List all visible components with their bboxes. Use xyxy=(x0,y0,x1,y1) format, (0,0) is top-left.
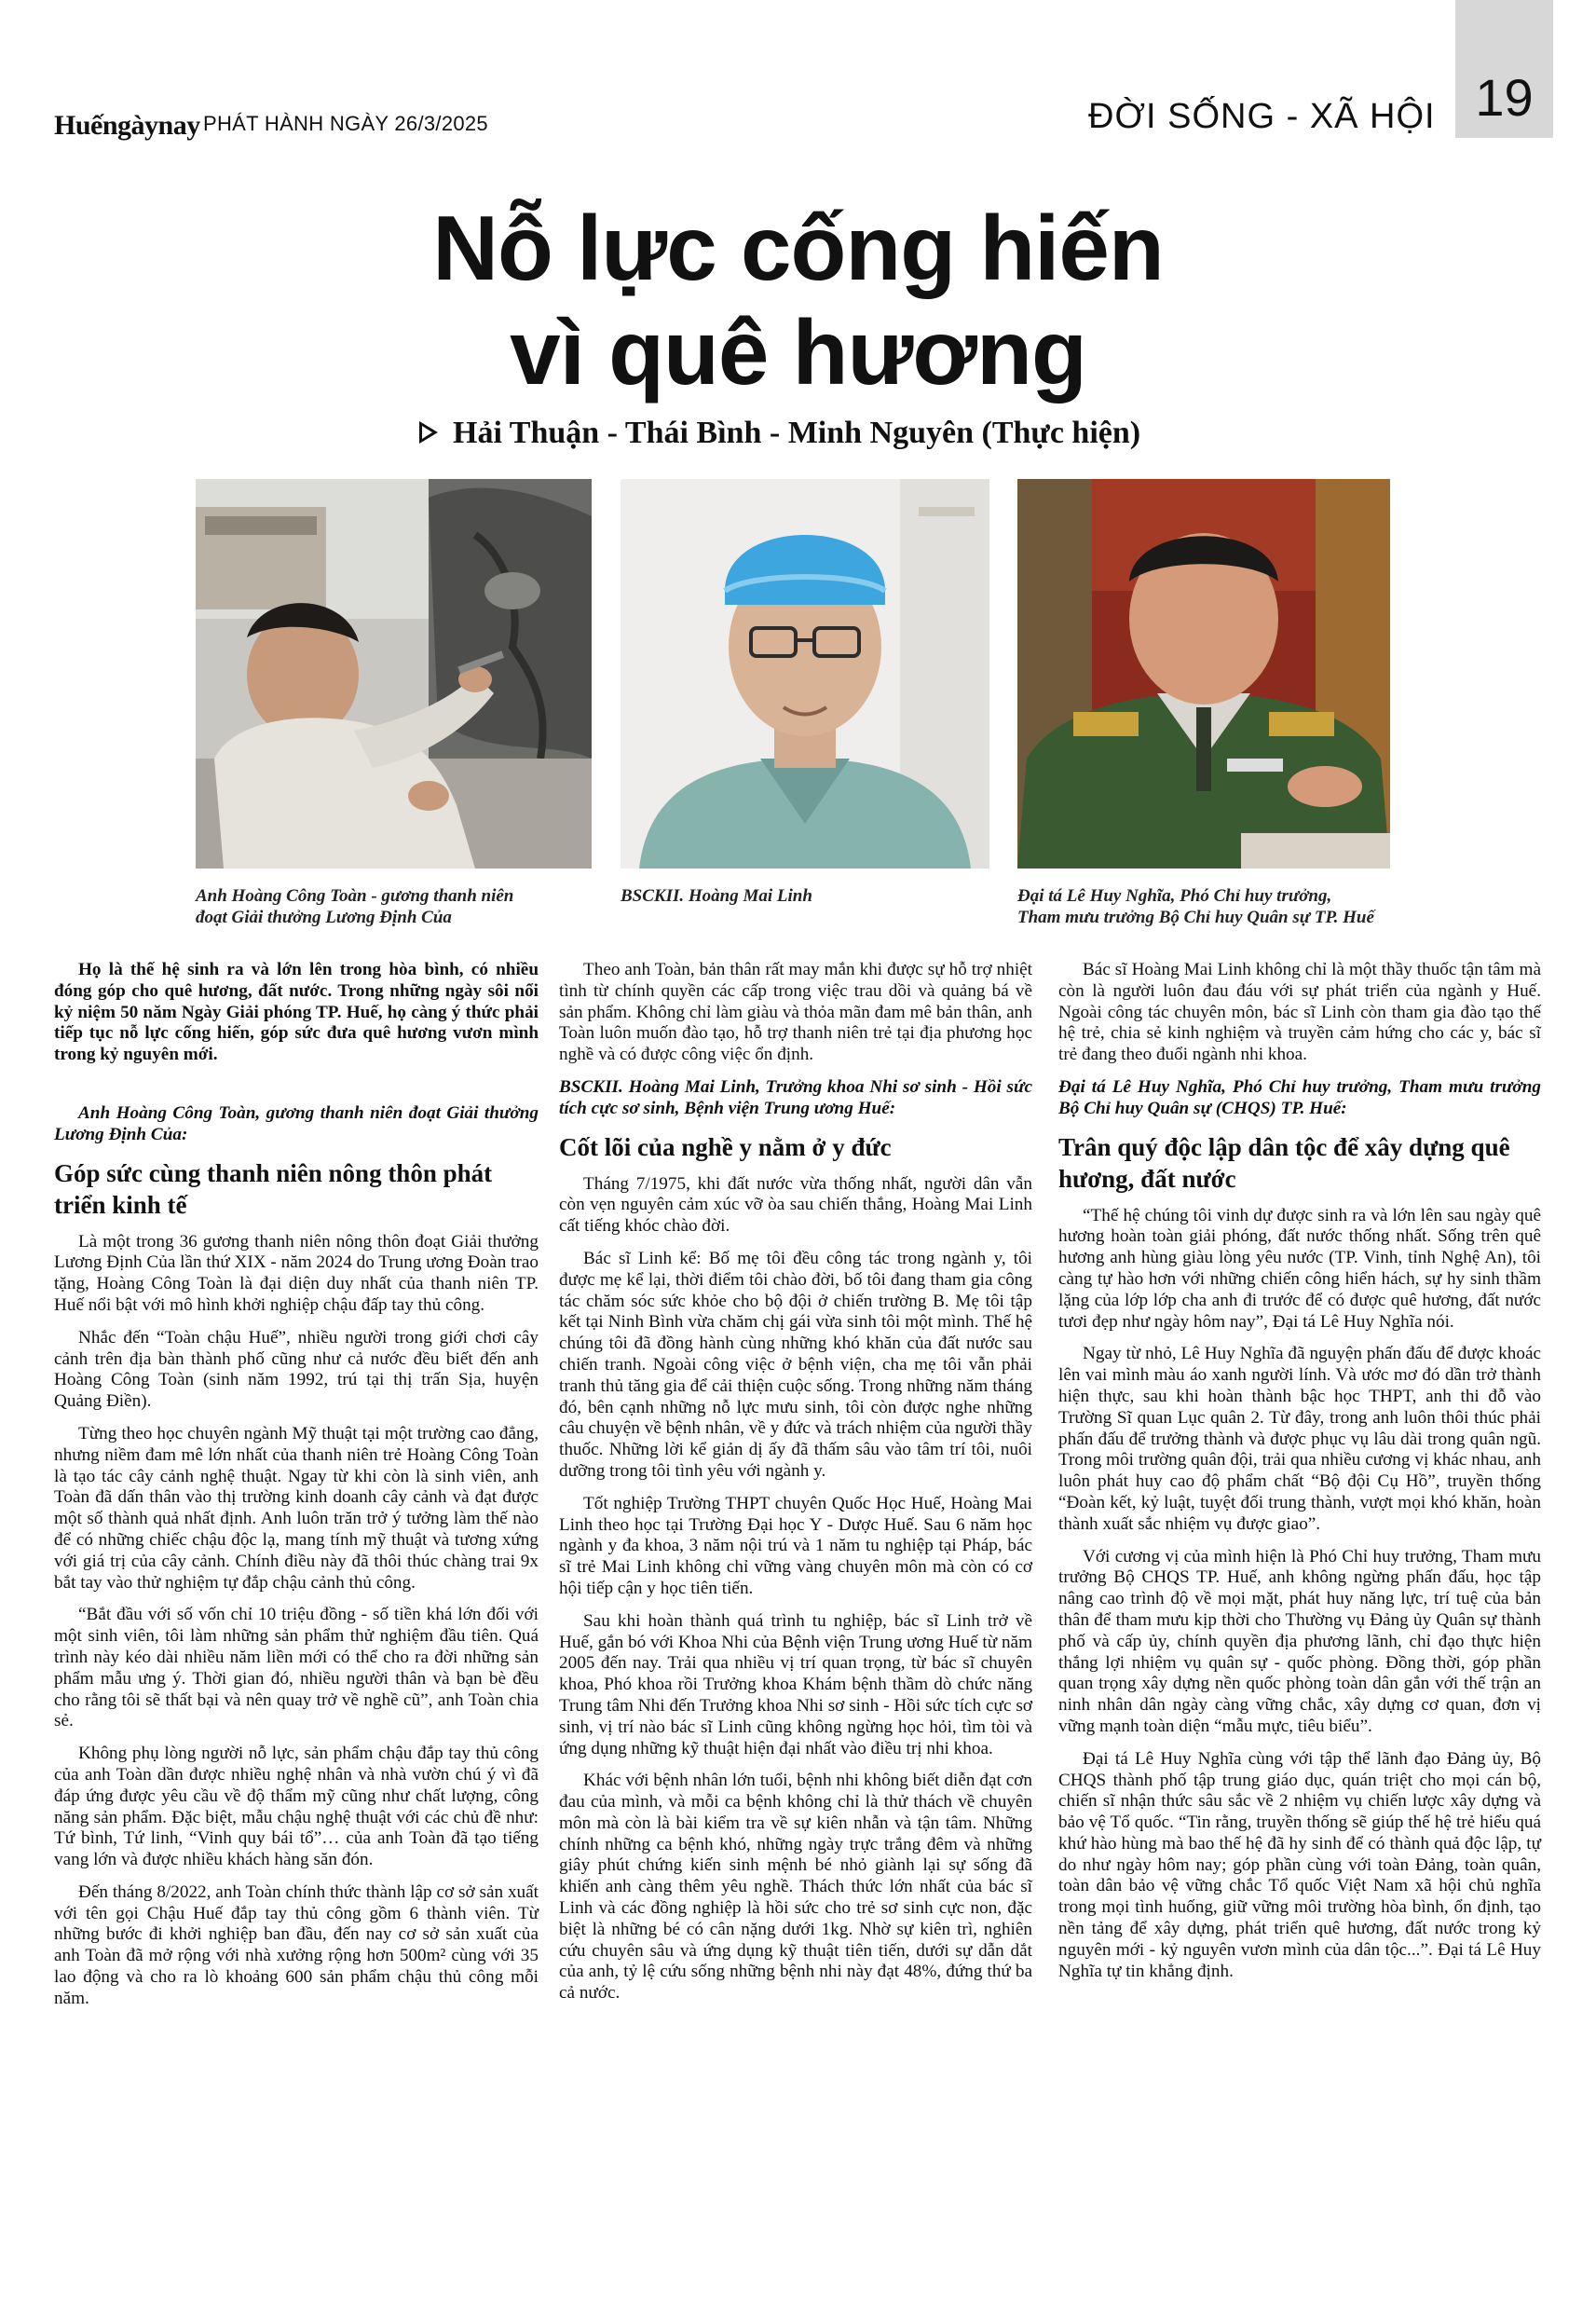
title-line-1: Nỗ lực cống hiến xyxy=(432,197,1164,299)
section-heading-3: Trân quý độc lập dân tộc để xây dựng quê hương, đất nước xyxy=(1058,1132,1510,1193)
paragraph: Là một trong 36 gương thanh niên nông thôn đoạt Giải thưởng Lương Định Của lần thứ XIX - năm 2024 do Trung ương Đoàn trao tặng, Hoàng Công Toàn là đại diện duy nhất của thanh niên TP. Huế nổi bật với mô hình khởi nghiệp chậu đấp tay thủ công. xyxy=(54,1231,539,1315)
paragraph: Bác sĩ Linh kể: Bố mẹ tôi đều công tác trong ngành y, tôi được mẹ kể lại, thời điểm tôi chào đời, bố tôi đang tham gia công tác chăm sóc sức khỏe cho bộ đội ở chiến trường B. Mẹ tôi tập kết tại Ninh Bình vừa chăm chị gái vừa sinh tôi một mình. Thế hệ chúng tôi đã đồng hành cùng những khó khăn của đất nước sau chiến tranh. Ngoài công việc ở bệnh viện, cha mẹ tôi vẫn phải tranh thủ tăng gia để cải thiện cuộc sống. Trong những năm tháng đó, bên cạnh những nỗ lực mưu sinh, tôi còn được nghe những câu chuyện về bệnh nhân, về y đức và trách nhiệm của người thầy thuốc. Những lời kể giản dị ấy đã thấm sâu vào tâm trí tôi, nuôi dưỡng trong tôi tình yêu với ngành y. xyxy=(559,1248,1032,1481)
caption-line: đoạt Giải thưởng Lương Định Của xyxy=(196,908,452,927)
photo-hoang-cong-toan xyxy=(196,479,592,869)
photo-caption-3 xyxy=(1017,885,1418,928)
masthead-logo: Huếngàynay xyxy=(54,110,200,141)
section-title: ĐỜI SỐNG - XÃ HỘI xyxy=(1088,97,1436,136)
paragraph: Ngay từ nhỏ, Lê Huy Nghĩa đã nguyện phấn đấu để được khoác lên vai mình màu áo xanh người lính. Và ước mơ đó dần trở thành hiện thực, sau khi hoàn thành bậc học THPT, anh thi đỗ vào Trường Sĩ quan Lục quân 2. Từ đây, trong anh luôn thôi thúc phải phấn đấu để trưởng thành và được phục vụ lâu dài trong quân ngũ. Trong môi trường quân đội, trải qua nhiều cương vị khác nhau, anh luôn phát huy cao độ phẩm chất “Bộ đội Cụ Hồ”, truyền thống “Đoàn kết, kỷ luật, tuyệt đối trung thành, vượt mọi khó khăn, hoàn thành xuất sắc nhiệm vụ được giao”. xyxy=(1058,1344,1541,1534)
issue-date: PHÁT HÀNH NGÀY 26/3/2025 xyxy=(203,112,488,135)
photo-le-huy-nghia xyxy=(1017,479,1390,869)
caption-line: Tham mưu trưởng Bộ Chỉ huy Quân sự TP. Huế xyxy=(1017,908,1374,927)
section-kicker-3: Đại tá Lê Huy Nghĩa, Phó Chỉ huy trưởng, Tham mưu trưởng Bộ Chỉ huy Quân sự (CHQS) TP. Huế: xyxy=(1058,1076,1541,1118)
paragraph: Không phụ lòng người nỗ lực, sản phẩm chậu đắp tay thủ công của anh Toàn dần được nhiều nghệ nhân và nhà vườn chú ý vì đã đáp ứng được yêu cầu về độ thẩm mỹ cũng như chất lượng, công năng sản phẩm. Đặc biệt, mẫu chậu nghệ thuật với các chủ đề như: Tứ bình, Tứ linh, “Vinh quy bái tổ”… của anh Toàn đã tạo tiếng vang lớn và được nhiều khách hàng săn đón. xyxy=(54,1744,539,1870)
paragraph: Đến tháng 8/2022, anh Toàn chính thức thành lập cơ sở sản xuất với tên gọi Chậu Huế đắp tay thủ công gồm 6 thành viên. Từ những bước đi khởi nghiệp ban đầu, đến nay cơ sở sản xuất của anh Toàn đã mở rộng với nhà xưởng rộng hơn 500m² cùng với 35 lao động và cho ra lò khoảng 600 sản phẩm chậu thủ công mỗi năm. xyxy=(54,1881,539,2008)
paragraph: Tháng 7/1975, khi đất nước vừa thống nhất, người dân vẫn còn vẹn nguyên cảm xúc vỡ òa sau chiến thắng, Hoàng Mai Linh cất tiếng khóc chào đời. xyxy=(559,1173,1032,1237)
paragraph: Tốt nghiệp Trường THPT chuyên Quốc Học Huế, Hoàng Mai Linh theo học tại Trường Đại học Y - Dược Huế. Sau 6 năm học ngành y đa khoa, 3 năm nội trú và 1 năm tu nghiệp tại Pháp, bác sĩ trẻ Mai Linh không chỉ vững vàng chuyên môn mà còn có cơ hội tiếp cận y học tiên tiến. xyxy=(559,1493,1032,1598)
caption-line: Anh Hoàng Công Toàn - gương thanh niên xyxy=(196,886,514,906)
paragraph: Nhắc đến “Toàn chậu Huế”, nhiều người trong giới chơi cây cảnh trên địa bàn thành phố cũng như cả nước đều biết đến anh Hoàng Công Toàn (sinh năm 1992, trú tại thị trấn Sịa, huyện Quảng Điền). xyxy=(54,1327,539,1412)
section-heading-1: Góp sức cùng thanh niên nông thôn phát triển kinh tế xyxy=(54,1158,493,1219)
paragraph: Bác sĩ Hoàng Mai Linh không chỉ là một thầy thuốc tận tâm mà còn là người luôn đau đáu với sự phát triển của ngành y Huế. Ngoài công tác chuyên môn, bác sĩ Linh còn tham gia đào tạo thế hệ trẻ, chia sẻ kinh nghiệm và truyền cảm hứng cho các y, bác sĩ trẻ đang theo đuổi ngành nhi khoa. xyxy=(1058,960,1541,1065)
paragraph: “Thế hệ chúng tôi vinh dự được sinh ra và lớn lên sau ngày quê hương hoàn toàn giải phóng, đất nước thống nhất. Sống trên quê hương anh hùng giàu lòng yêu nước (TP. Vinh, tỉnh Nghệ An), tôi càng tự hào hơn với những chiến công hiển hách, sự hy sinh thầm lặng của lớp lớp cha anh đi trước để có được quê hương, đất nước tươi đẹp như ngày hôm nay”, Đại tá Lê Huy Nghĩa nói. xyxy=(1058,1205,1541,1332)
paragraph: Sau khi hoàn thành quá trình tu nghiệp, bác sĩ Linh trở về Huế, gắn bó với Khoa Nhi của Bệnh viện Trung ương Huế từ năm 2005 đến nay. Trải qua nhiều vị trí quan trọng, từ bác sĩ chuyên khoa, Phó khoa rồi Trưởng khoa Khám bệnh thầm dò chức năng Trung tâm Nhi đến Trưởng khoa Nhi sơ sinh - Hồi sức tích cực sơ sinh, vị trí nào bác sĩ Linh cũng không ngừng học hỏi, tìm tòi và ứng dụng những kỹ thuật hiện đại nhất vào điều trị nhi khoa. xyxy=(559,1610,1032,1758)
paragraph: Theo anh Toàn, bản thân rất may mắn khi được sự hỗ trợ nhiệt tình từ chính quyền các cấp trong việc trau dồi và quảng bá về sản phẩm. Không chỉ làm giàu và thỏa mãn đam mê bản thân, anh Toàn luôn muốn đào tạo, hỗ trợ thanh niên trẻ tại địa phương học nghề và có được công việc ổn định. xyxy=(559,960,1032,1065)
column-2 xyxy=(559,960,1032,2016)
play-triangle-icon xyxy=(419,421,438,444)
caption-line: BSCKII. Hoàng Mai Linh xyxy=(621,886,812,906)
caption-line: Đại tá Lê Huy Nghĩa, Phó Chỉ huy trưởng, xyxy=(1017,886,1332,906)
title-line-2: vì quê hương xyxy=(510,301,1086,404)
section-kicker-2: BSCKII. Hoàng Mai Linh, Trưởng khoa Nhi sơ sinh - Hồi sức tích cực sơ sinh, Bệnh viện Trung ương Huế: xyxy=(559,1076,1032,1118)
column-3 xyxy=(1058,960,1541,1993)
photo-caption-2 xyxy=(621,885,993,907)
paragraph: “Bắt đầu với số vốn chỉ 10 triệu đồng - số tiền khá lớn đối với một sinh viên, tôi làm những sản phẩm thử nghiệm đầu tiên. Quá trình này kéo dài nhiều năm liền mới có thể cho ra đời những sản phẩm mẫu ưng ý. Thời gian đó, nhiều người thân và bạn bè đều cho rằng tôi sẽ thất bại và nên quay trở về nghề cũ”, anh Toàn chia sẻ. xyxy=(54,1605,539,1731)
column-1 xyxy=(54,960,539,2021)
section-kicker-1: Anh Hoàng Công Toàn, gương thanh niên đoạt Giải thưởng Lương Định Của: xyxy=(54,1102,539,1144)
paragraph: Khác với bệnh nhân lớn tuổi, bệnh nhi không biết diễn đạt cơn đau của mình, và mỗi ca bệnh không chỉ là thử thách về chuyên môn mà còn là bài kiểm tra về sự kiên nhẫn và tận tâm. Những chính những ca bệnh khó, những ngày trực trắng đêm và những giây phút chứng kiến sinh mệnh bé nhỏ giành lại sự sống đã khiến anh càng thêm yêu nghề. Thách thức lớn nhất của bác sĩ Linh và các đồng nghiệp là hồi sức cho trẻ sơ sinh cực non, đặc biệt là những bé có cân nặng dưới 1kg. Nhờ sự kiên trì, nghiên cứu chuyên sâu và ứng dụng kỹ thuật tiên tiến, dưới sự dẫn dắt của anh, tỷ lệ cứu sống những bệnh nhi này đạt 48%, đứng thứ ba cả nước. xyxy=(559,1771,1032,2004)
page-number: 19 xyxy=(1475,68,1534,127)
byline xyxy=(419,416,1140,451)
photo-hoang-mai-linh xyxy=(621,479,989,869)
article-title xyxy=(140,196,1456,404)
paragraph: Với cương vị của mình hiện là Phó Chỉ huy trưởng, Tham mưu trưởng Bộ CHQS TP. Huế, anh không ngừng phấn đấu, học tập nâng cao trình độ về mọi mặt, phát huy năng lực, trí tuệ của bản thân để tham mưu kịp thời cho Thường vụ Đảng ủy Quân sự thành phố và cấp ủy, chính quyền địa phương lãnh, chỉ đạo thực hiện thắng lợi nhiệm vụ quân sự - quốc phòng. Đồng thời, góp phần quan trọng xây dựng nền quốc phòng toàn dân gắn với thế trận an ninh nhân dân ngày càng vững chắc, xây dựng cơ quan, đơn vị vững mạnh toàn diện “mẫu mực, tiêu biểu”. xyxy=(1058,1546,1541,1736)
article-lede: Họ là thế hệ sinh ra và lớn lên trong hòa bình, có nhiều đóng góp cho quê hương, đất nước. Trong những ngày sôi nổi kỷ niệm 50 năm Ngày Giải phóng TP. Huế, họ càng ý thức phải tiếp tục nỗ lực cống hiến, góp sức đưa quê hương vươn mình trong kỷ nguyên mới. xyxy=(54,960,539,1065)
byline-text: Hải Thuận - Thái Bình - Minh Nguyên (Thực hiện) xyxy=(453,416,1141,450)
paragraph: Đại tá Lê Huy Nghĩa cùng với tập thể lãnh đạo Đảng ủy, Bộ CHQS thành phố tập trung giáo dục, quán triệt cho mọi cán bộ, chiến sĩ nhận thức sâu sắc về 2 nhiệm vụ chiến lược xây dựng và bảo vệ Tổ quốc. “Tin rằng, truyền thống sẽ giúp thế hệ trẻ hiểu quá khứ hào hùng mà bao thế hệ đã hy sinh để có thành quả độc lập, tự do như ngày hôm nay; góp phần cùng với toàn Đảng, toàn quân, toàn dân bảo vệ vững chắc Tổ quốc Việt Nam xã hội chủ nghĩa trong mọi tình huống, giữ vững môi trường hòa bình, ổn định, tạo nền tảng để xây dựng, phát triển quê hương, đất nước trong kỷ nguyên mới - kỷ nguyên vươn mình của dân tộc...”. Đại tá Lê Huy Nghĩa tự tin khẳng định. xyxy=(1058,1748,1541,1981)
section-heading-2: Cốt lõi của nghề y nằm ở y đức xyxy=(559,1132,892,1161)
photo-caption-1 xyxy=(196,885,596,928)
paragraph: Từng theo học chuyên ngành Mỹ thuật tại một trường cao đẳng, nhưng niềm đam mê lớn nhất của thanh niên trẻ Hoàng Công Toàn là tạo tác cây cảnh nghệ thuật. Ngay từ khi còn là sinh viên, anh Toàn đã dấn thân vào thị trường kinh doanh cây cảnh và đạt được một số thành quả nhất định. Anh luôn trăn trở ý tưởng làm thế nào để có những chiếc chậu độc lạ, mang tính mỹ thuật và tương xứng với giá trị của cây cảnh. Chính điều này đã thôi thúc chàng trai 9x bắt tay vào thử nghiệm tự đắp chậu cảnh thủ công. xyxy=(54,1423,539,1593)
